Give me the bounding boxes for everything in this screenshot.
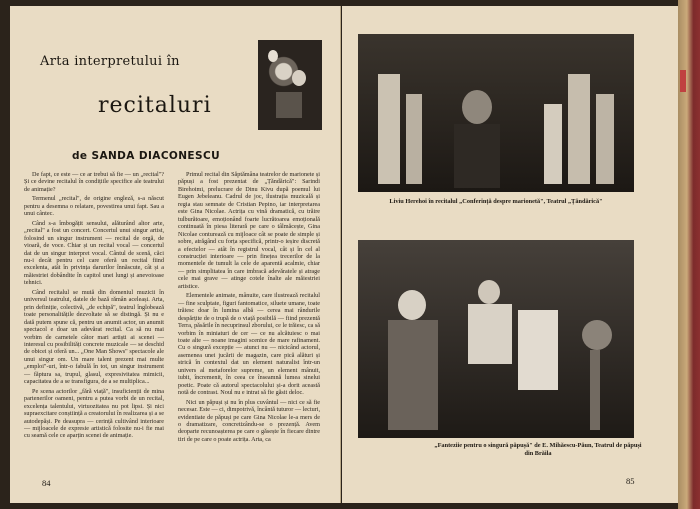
page-number: 84 <box>42 478 51 488</box>
paragraph: Pe scena actorilor „fără viață", insuficienții de mina partenerilor oameni, pentru a putea vorbi de un recital, excelența talentului, virtuozitatea nu pot lipsi. Și nici supraexcitare conștiință a creatorului în realizarea și a se autodepăși. Pe deasupra — cerință cultivând interioare — mijloacele de expresie artistică folosite nu-i fie mai cu seamă cele ce aparțin scenei de animație. <box>24 387 164 440</box>
paragraph: Primul recital din Săptămâna teatrelor de marionete și păpuși a fost prezentat de „Țăndărică": Sarindi Birehoimi, prelucrare de Dinu Kivu după poemul lui Eugen Jebeleanu. Cadrul de joc, ilustrația muzicală și regia stau semnate de Cristian Pepino, iar interpretarea este Gina Nicolae. Actrița cu vină dramatică, cu trăire tulburătoare, emoționând foarte lucrătoarea emoțională continuată în piesa literară pe care o tâlmăcește, Gina Nicolae conturează cu mijloace cât se poate de simple și sobre, atrăgând cu forța specifică, printr-o ieșire discretă a efectelor — atât în registrul vocal, cât și în cel al construcției interioare — prin finețea trecerilor de la momentele de tumult la cele de aparentă acalmie, chiar — prin simplitatea în care imbracă adevăratele și atrage cele mai grave — atinge cotele înalte ale măiestriei artistice. <box>178 171 320 290</box>
bookmark-tab <box>680 70 686 92</box>
article-title-line2: recitaluri <box>98 93 212 118</box>
left-page <box>10 6 341 503</box>
paragraph: Când recitalul se mută din domeniul muzicii în universul teatrului, datele de bază rămân aceleași. Arta, prin definiție, colectivă, „de echipă", teatrul înglobează toate personalitățile dezvoltate să se distingă. Și nu e dată putem spune că, pentru un anumit actor, un anumit spectacol e doar un adevărat recital. Ca să nu mai vorbim de carnetele câtor mari artiști ai scenei — interesul cu posibilități concrete muzicale — se deschid de obicei și oferă un... „One Man Shows" spectacole ale unui singur om. Un mare talent prezent mai multe „emploi"-uri, într-o fabulă în tot, un singur instrument — făptura sa, trupul, glasul, expresivitatea mimicii, capacitatea de a se transfigura, de a se multiplica... <box>24 288 164 386</box>
article-byline: de SANDA DIACONESCU <box>72 150 221 162</box>
right-page <box>342 6 678 503</box>
paragraph: Elementele animate, mânuite, care ilustrează recitalul — fine sculptate, figuri fantomatice, siluete umane, toate trăiesc doar în lumina albă — cerea mai rândurile despărțite de o trupă de o viață posibilă — fiind prezentă Terra, păsările în necuprinsul zborului, ce le trăiesc, ca să vorbim în miniaturi de cer — ce nu alcătuiesc o mai toate alte — noane imagini scenice de mare rafinament. Cu o singură excepție — atunci nu — nicicând actorul, asemenea unei jucării de magazin, care pică alături și strică în contextul dat un element naturalist într-un univers al metaforelor supreme, un element mânuit, iubit, încremenit, în ceea ce înseamnă lumea sinelui poetic. Poate că autorul spectacolului și-a dorit această notă de contrast. Noul nu e intrat să fie găsit deloc. <box>178 292 320 397</box>
photo-conference-marionette <box>358 34 634 192</box>
photo-fantasy-puppet <box>358 240 634 438</box>
paragraph: Termenul „recital", de origine engleză, s-a născut pentru a desemna o relatare, povestirea unui fapt. Sau a unui cântec. <box>24 195 164 218</box>
page-number: 85 <box>626 476 635 486</box>
article-title-line1: Arta interpretului în <box>40 54 180 69</box>
paragraph: Nici un păpuși și nu în plus cuvântul — nici ce să fie necesar. Este — ci, dimpotrivă, încântă tuturor — lecturi, evidentiate de păpuși pe care Gina Nicolae le-a mers de o dramatizare, concretizându-se o prezență. Avem deoparte recunoașterea pe care o găsește în fiecare dintre tiri de pe care o poate actrița. Arta, ca <box>178 398 320 443</box>
paragraph: De fapt, ce este — ce ar trebui să fie — un „recital"? Și ce devine recitalul în condițiile specifice ale teatrului de animație? <box>24 171 164 193</box>
article-column-2 <box>178 171 320 476</box>
photo-caption-2: „Fanteziie pentru o singură păpușă" de E. Mihăescu-Păun, Teatrul de păpuși din Brăila <box>434 442 642 457</box>
author-performance-photo <box>258 40 322 130</box>
photo-caption-1: Liviu Herehoi în recitalul „Conferință despre marionetă", Teatrul „Țăndărică" <box>389 198 603 205</box>
article-column-1 <box>24 171 164 476</box>
paragraph: Când s-a îmbogățit sensului, alăturând altor arte, „recital" a fost un concert. Concertul unui singur artist, folosind un singur instrument — recital de orgă, de vioară, de voce. Chiar și un recital vocal — concertul dat de un singur interpret vocal. Cântul de scenă, căci nu-i decât pentru cel care oferă un recital fiind excelenta, atât în privința darurilor înnăscute, cât și a măiestriei dobândite în capitol unei lungi și anevoioase tehnici. <box>24 219 164 287</box>
